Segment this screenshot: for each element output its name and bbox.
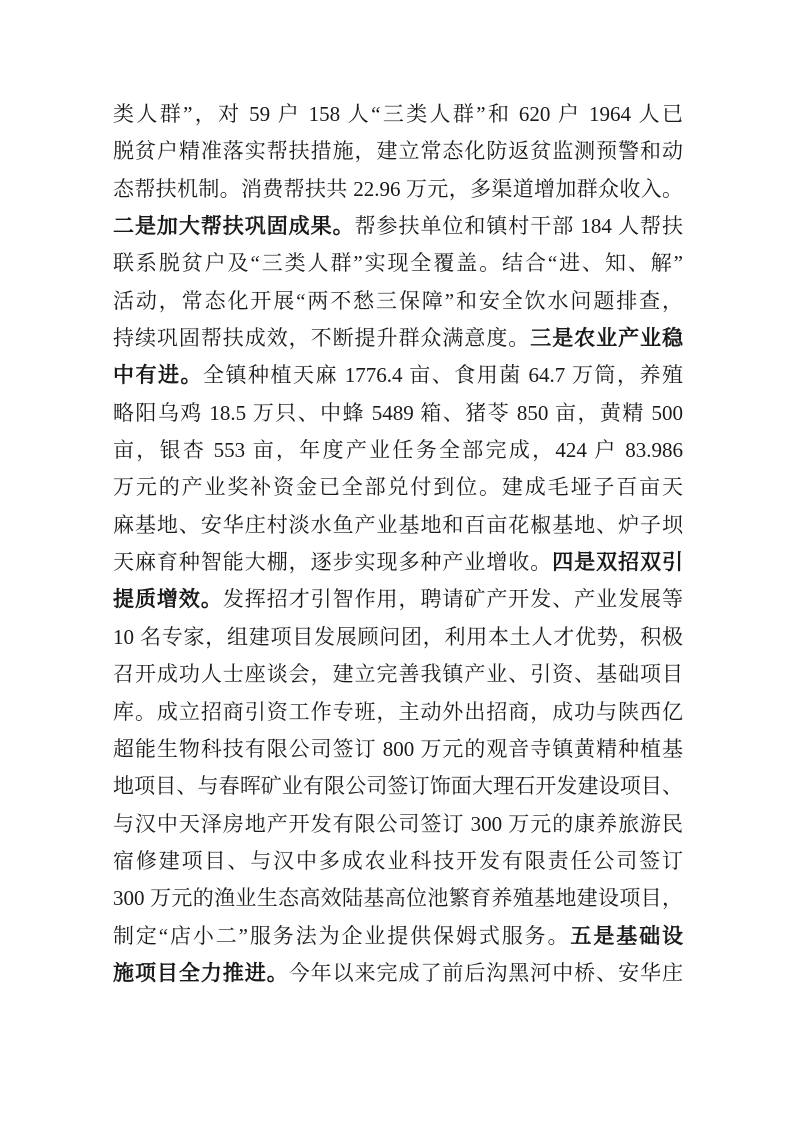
body-text-segment: 地项目、与春晖矿业有限公司签订饰面大理石开发建设项目、 [113, 774, 683, 799]
section-heading-segment: 中有进。 [113, 363, 203, 388]
text-line [113, 283, 683, 320]
text-line [113, 432, 683, 469]
body-text-segment: 联系脱贫户及“三类人群”实现全覆盖。结合“进、知、解” [113, 251, 683, 276]
body-text-segment: 麻基地、安华庄村淡水鱼产业基地和百亩花椒基地、炉子坝 [113, 512, 683, 537]
section-heading-segment: 二是加大帮扶巩固成果。 [113, 214, 355, 239]
body-text-segment: 亩，银杏 553 亩，年度产业任务全部完成，424 户 83.986 [113, 438, 683, 463]
document-text-block [113, 96, 683, 992]
body-text-segment: 10 名专家，组建项目发展顾问团，利用本土人才优势，积极 [113, 624, 683, 649]
body-text-segment: 天麻育种智能大棚，逐步实现多种产业增收。 [113, 550, 553, 575]
text-line [113, 133, 683, 170]
text-line [113, 469, 683, 506]
text-line [113, 918, 683, 955]
body-text-segment: 全镇种植天麻 1776.4 亩、食用菌 64.7 万筒，养殖 [203, 363, 683, 388]
body-text-segment: 与汉中天泽房地产开发有限公司签订 300 万元的康养旅游民 [113, 811, 683, 836]
text-line [113, 96, 683, 133]
text-line [113, 619, 683, 656]
text-line [113, 395, 683, 432]
body-text-segment: 300 万元的渔业生态高效陆基高位池繁育养殖基地建设项目， [113, 886, 683, 911]
text-line [113, 357, 683, 394]
text-line [113, 208, 683, 245]
body-text-segment: 万元的产业奖补资金已全部兑付到位。建成毛垭子百亩天 [113, 475, 683, 500]
text-line [113, 656, 683, 693]
body-text-segment: 宿修建项目、与汉中多成农业科技开发有限责任公司签订 [113, 848, 683, 873]
text-line [113, 245, 683, 282]
body-text-segment: 发挥招才引智作用，聘请矿产开发、产业发展等 [222, 587, 684, 612]
section-heading-segment: 四是双招双引 [552, 550, 684, 575]
body-text-segment: 制定“店小二”服务法为企业提供保姆式服务。 [113, 923, 571, 948]
section-heading-segment: 提质增效。 [113, 587, 223, 612]
body-text-segment: 略阳乌鸡 18.5 万只、中蜂 5489 箱、猪苓 850 亩，黄精 500 [113, 400, 683, 425]
body-text-segment: 活动，常态化开展“两不愁三保障”和安全饮水问题排查， [113, 288, 683, 313]
text-line [113, 171, 683, 208]
section-heading-segment: 五是基础设 [570, 923, 683, 948]
body-text-segment: 态帮扶机制。消费帮扶共 22.96 万元，多渠道增加群众收入。 [113, 176, 683, 201]
body-text-segment: 持续巩固帮扶成效，不断提升群众满意度。 [113, 326, 531, 351]
body-text-segment: 脱贫户精准落实帮扶措施，建立常态化防返贫监测预警和动 [113, 139, 683, 164]
body-text-segment: 类人群”，对 59 户 158 人“三类人群”和 620 户 1964 人已 [113, 102, 683, 126]
text-line [113, 880, 683, 917]
text-line [113, 581, 683, 618]
text-line [113, 507, 683, 544]
body-text-segment: 库。成立招商引资工作专班，主动外出招商，成功与陕西亿 [113, 699, 683, 724]
text-line [113, 544, 683, 581]
text-line [113, 320, 683, 357]
text-line [113, 731, 683, 768]
text-line [113, 955, 683, 992]
text-line [113, 768, 683, 805]
text-line [113, 843, 683, 880]
text-line [113, 806, 683, 843]
body-text-segment: 超能生物科技有限公司签订 800 万元的观音寺镇黄精种植基 [113, 736, 683, 761]
text-line [113, 694, 683, 731]
section-heading-segment: 施项目全力推进。 [113, 960, 289, 985]
body-text-segment: 今年以来完成了前后沟黑河中桥、安华庄 [288, 960, 684, 985]
section-heading-segment: 三是农业产业稳 [530, 326, 684, 351]
body-text-segment: 召开成功人士座谈会，建立完善我镇产业、引资、基础项目 [113, 662, 683, 687]
body-text-segment: 帮参扶单位和镇村干部 184 人帮扶 [354, 214, 684, 239]
